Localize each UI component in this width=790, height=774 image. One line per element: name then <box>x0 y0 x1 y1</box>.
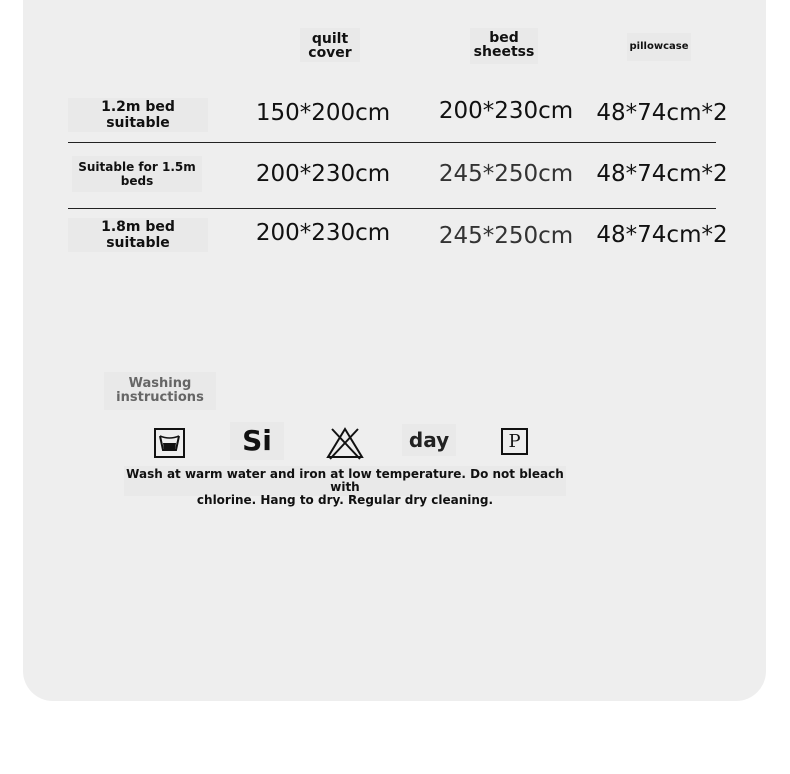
row1-pillowcase-size: 48*74cm*2 <box>596 100 728 126</box>
no-bleach-icon <box>326 426 364 460</box>
wash-basin-icon <box>154 428 185 458</box>
row-divider-1 <box>68 142 716 143</box>
header-bed-sheets: bed sheetss <box>470 28 538 64</box>
header-pillowcase: pillowcase <box>627 33 691 61</box>
row-label-1-5m: Suitable for 1.5m beds <box>72 156 202 192</box>
day-icon: day <box>402 424 456 456</box>
washing-instructions-title: Washing instructions <box>104 372 216 410</box>
dry-clean-p-icon: P <box>501 428 528 455</box>
si-icon: Si <box>230 422 284 460</box>
row3-bed-sheet-size: 245*250cm <box>438 223 574 249</box>
row1-bed-sheet-size: 200*230cm <box>438 98 574 124</box>
row-label-1-2m: 1.2m bed suitable <box>68 98 208 132</box>
row3-pillowcase-size: 48*74cm*2 <box>596 222 728 248</box>
washing-description: Wash at warm water and iron at low temperature. Do not bleach with chlorine. Hang to dry. Regular dry cleaning. <box>124 466 566 496</box>
row-divider-2 <box>68 208 716 209</box>
row2-pillowcase-size: 48*74cm*2 <box>596 161 728 187</box>
row1-quilt-cover-size: 150*200cm <box>255 100 391 126</box>
row2-quilt-cover-size: 200*230cm <box>255 161 391 187</box>
row2-bed-sheet-size: 245*250cm <box>438 161 574 187</box>
row3-quilt-cover-size: 200*230cm <box>255 220 391 246</box>
header-quilt-cover: quilt cover <box>300 28 360 62</box>
row-label-1-8m: 1.8m bed suitable <box>68 218 208 252</box>
